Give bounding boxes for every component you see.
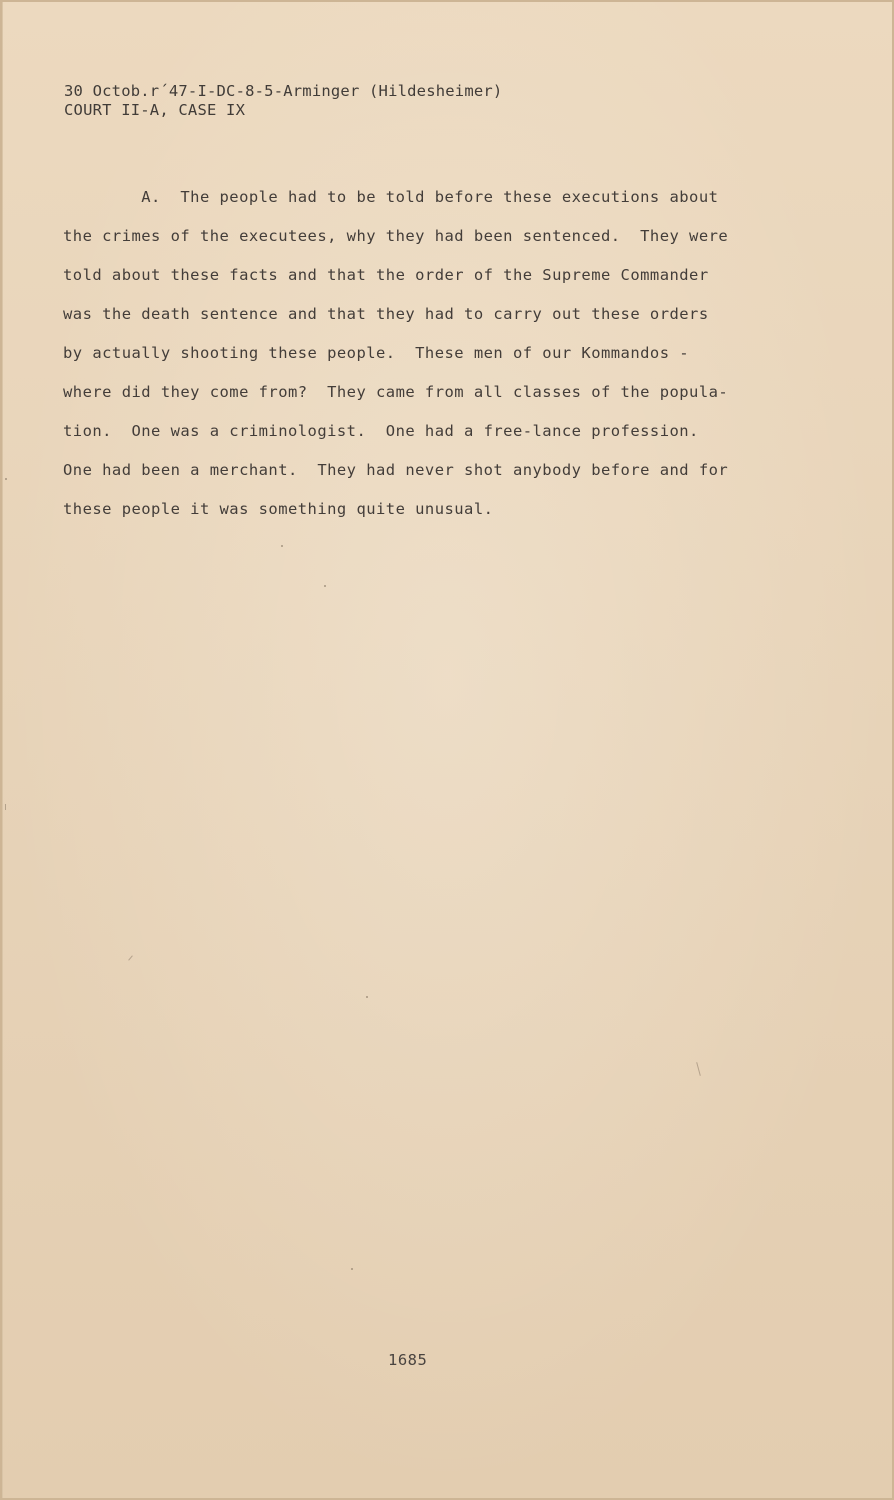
paragraph-line: the crimes of the executees, why they had been sentenced. They were (63, 227, 729, 245)
paragraph-line: One had been a merchant. They had never shot anybody before and for (63, 461, 729, 479)
paper-speck (5, 804, 6, 810)
paragraph-line: by actually shooting these people. These men of our Kommandos - (63, 344, 690, 362)
paper-speck (281, 545, 283, 547)
paragraph-line: tion. One was a criminologist. One had a free-lance profession. (63, 422, 699, 440)
header-court-case: COURT II-A, CASE IX (64, 101, 246, 119)
paper-speck (351, 1268, 353, 1270)
paper-speck (128, 955, 133, 960)
paper-speck (324, 585, 326, 587)
paragraph-line: told about these facts and that the order of the Supreme Commander (63, 266, 709, 284)
paper-speck (696, 1062, 701, 1076)
paper-speck (366, 996, 368, 998)
paragraph-line: was the death sentence and that they had to carry out these orders (63, 305, 709, 323)
page-number: 1685 (388, 1351, 428, 1369)
paragraph-line: these people it was something quite unusual. (63, 500, 494, 518)
paragraph-line: A. The people had to be told before these executions about (63, 188, 719, 206)
paper-speck (5, 478, 7, 480)
header-transcript-reference: 30 Octob.r´47-I-DC-8-5-Arminger (Hildesheimer) (64, 82, 503, 100)
paragraph-line: where did they come from? They came from all classes of the popula- (63, 383, 729, 401)
testimony-paragraph (63, 178, 743, 529)
document-header (64, 82, 502, 120)
